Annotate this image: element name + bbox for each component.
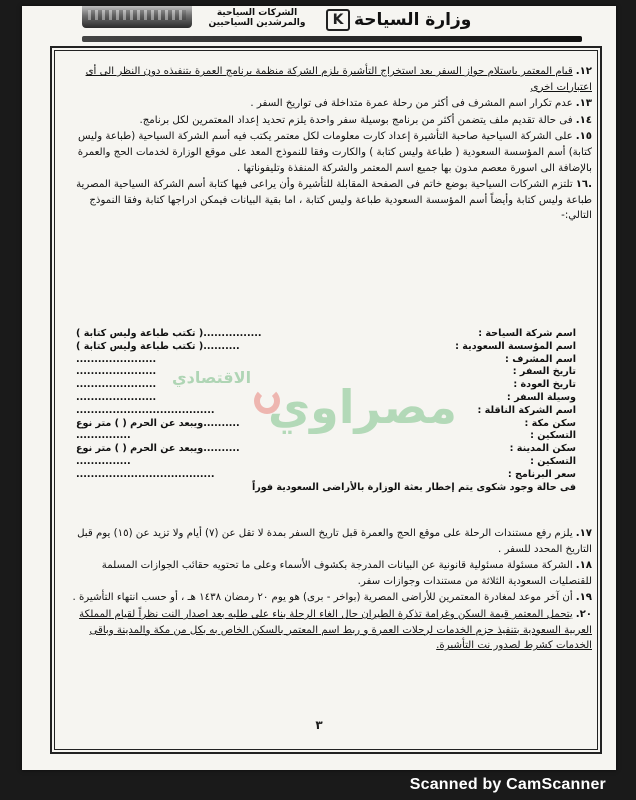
item-text: عدم تكرار اسم المشرف فى أكثر من رحلة عمرة متداخلة فى تواريخ السفر .: [250, 98, 573, 110]
form-value: ......................: [76, 379, 157, 391]
form-row: [76, 328, 576, 341]
item-text: قيام المعتمر باستلام جواز السفر بعد استخراج التأشيرة يلزم الشركة منظمة برنامج العمرة بتنفيذه دون النظر الى أى اعتبارات اخرى: [85, 66, 592, 93]
form-label: وسيلة السفر :: [506, 391, 576, 403]
form-label: تاريخ العودة :: [513, 379, 576, 391]
form-row: [76, 405, 576, 418]
form-row: [76, 430, 576, 443]
form-row: [76, 443, 576, 456]
list-item: [64, 607, 592, 654]
info-card-form: [76, 328, 576, 494]
item-text: الشركة مسئولة مسئولية قانونية عن البيانات المدرجة بكشوف الأسماء وعلى ما تحتويه حقائب الجوازات المسلمة للقنصليات السعودية الثلاثة من مستندات وجوازات سفر.: [101, 560, 592, 587]
list-item: [64, 129, 592, 176]
form-label: اسم الشركة الناقلة :: [477, 404, 576, 416]
form-value: ......................: [76, 366, 157, 378]
item-number: ١٧.: [575, 528, 592, 539]
header-rule: [82, 36, 582, 42]
form-value: ..........ويبعد عن الحرم ( ) متر نوع: [76, 417, 240, 429]
form-label: اسم المؤسسة السعودية :: [455, 340, 576, 352]
item-text: أن آخر موعد لمغادرة المعتمرين للأراضى المصرية (بواخر - برى) هو يوم ٢٠ رمضان ١٤٣٨ هـ ، أو حسب انتهاء التأشيرة .: [72, 592, 573, 604]
item-text: تلتزم الشركات السياحية بوضع خاتم فى الصفحة المقابلة للتأشيرة وأن يراعى فيها كتابة أسم الشركة السياحية المصرية طباعة وليس كتابة وأيضاً أسم المؤسسة السعودية طباعة وليس كتابة ، اما بقية البيانات فيمكن ادراجها كتابة وفقا النموذج التالي:-: [76, 179, 592, 222]
item-number: ١٩.: [575, 592, 592, 604]
list-item: [64, 590, 592, 606]
form-row: [76, 482, 576, 495]
item-text: فى حالة تقديم ملف يتضمن أكثر من برنامج بوسيلة سفر واحدة يلزم تحديد إعداد المعتمرين لكل برنامج.: [139, 114, 573, 126]
form-label: فى حالة وجود شكوى يتم إخطار بعثة الوزارة بالأراضى السعودية فوراً: [251, 481, 576, 493]
form-label: التسكين :: [530, 430, 576, 442]
form-value: ...............: [76, 430, 131, 442]
stadium-banner-image: [82, 6, 192, 28]
item-number: .١٦: [575, 179, 592, 191]
form-value: ......................: [76, 391, 157, 403]
form-value: ......................................: [76, 404, 215, 416]
item-text: على الشركة السياحية صاحبة التأشيرة إعداد كارت معلومات لكل معتمر يكتب فيه أسم الشركة السياحية (طباعة وليس كتابة) أسم المؤسسة السعودية ( طباعة وليس كتابة ) والكارت وفقا للنموذج المعد على موقع الوزارة لخدمات الحج والعمرة بالإضافة الى اسورة معصم مدون بها جميع اسم المعتمر والشركة المنفذة وتليفوناتها .: [77, 131, 592, 174]
list-item: [64, 96, 592, 112]
ministry-title: وزارة السياحة: [354, 10, 472, 30]
item-text: يلزم رفع مستندات الرحلة على موقع الحج والعمرة قبل تاريخ السفر بمدة لا تقل عن (٧) أيام ولا تزيد عن (١٥) يوم قبل التاريخ المحدد للسفر .: [77, 528, 592, 555]
form-value: ......................: [76, 353, 157, 365]
form-label: اسم شركة السياحة :: [478, 328, 576, 339]
form-row: [76, 379, 576, 392]
form-value: ................( تكتب طباعة وليس كتابة ): [76, 328, 262, 339]
watermark-small-text: الاقتصادي: [172, 368, 252, 387]
form-row: [76, 418, 576, 431]
list-item: [64, 558, 592, 589]
form-row: [76, 366, 576, 379]
form-value: ...............: [76, 455, 131, 467]
list-item: [64, 177, 592, 224]
item-text: يتحمل المعتمر قيمة السكن وغرامة تذكرة الطيران حال الغاء الرحلة بناء على طلبه بعد اصدار النت نظراً لقيام المملكة العربية السعودية بتنفيذ حزم الخدمات لرحلات العمرة و ربط اسم المعتمر بالسكن الخاص به بكل من مكة والمدينة وباقى الخدمات كشرط لصدور نت التأشيرة.: [79, 608, 592, 652]
subtitle-line-1: الشركات السياحية: [216, 8, 298, 18]
form-row: [76, 354, 576, 367]
form-row: [76, 392, 576, 405]
item-number: ١٥.: [575, 131, 592, 143]
form-label: سكن مكة :: [524, 417, 576, 429]
letterhead-subtitle: [192, 8, 322, 28]
item-number: ١٢.: [575, 66, 592, 77]
list-item: [64, 64, 592, 95]
subtitle-line-2: والمرشدين السياحيين: [208, 18, 306, 28]
scanned-page: [22, 6, 616, 770]
item-number: ١٤.: [575, 114, 592, 126]
camscanner-footer: Scanned by CamScanner: [409, 776, 606, 793]
instructions-list-top: [64, 64, 592, 225]
item-number: ١٨.: [575, 560, 592, 572]
list-item: [64, 113, 592, 129]
watermark-big-text: مصراوي: [268, 380, 457, 434]
form-row: [76, 469, 576, 482]
form-label: اسم المشرف :: [505, 353, 576, 365]
item-number: ٢٠.: [575, 608, 592, 620]
list-item: [64, 526, 592, 557]
form-value: ..........( تكتب طباعة وليس كتابة ): [76, 340, 240, 352]
form-label: سعر البرنامج :: [507, 468, 576, 480]
form-row: [76, 456, 576, 469]
ministry-logo-icon: K: [326, 9, 350, 31]
form-label: تاريخ السفر :: [512, 366, 576, 378]
form-value: ..........ويبعد عن الحرم ( ) متر نوع: [76, 443, 240, 455]
letterhead: [82, 6, 602, 46]
form-label: سكن المدينة :: [509, 443, 576, 455]
page-number: ٣: [315, 718, 323, 732]
item-number: ١٣.: [575, 98, 592, 110]
instructions-list-bottom: [64, 526, 592, 655]
form-row: [76, 341, 576, 354]
form-label: التسكين :: [530, 455, 576, 467]
form-value: ......................................: [76, 468, 215, 480]
